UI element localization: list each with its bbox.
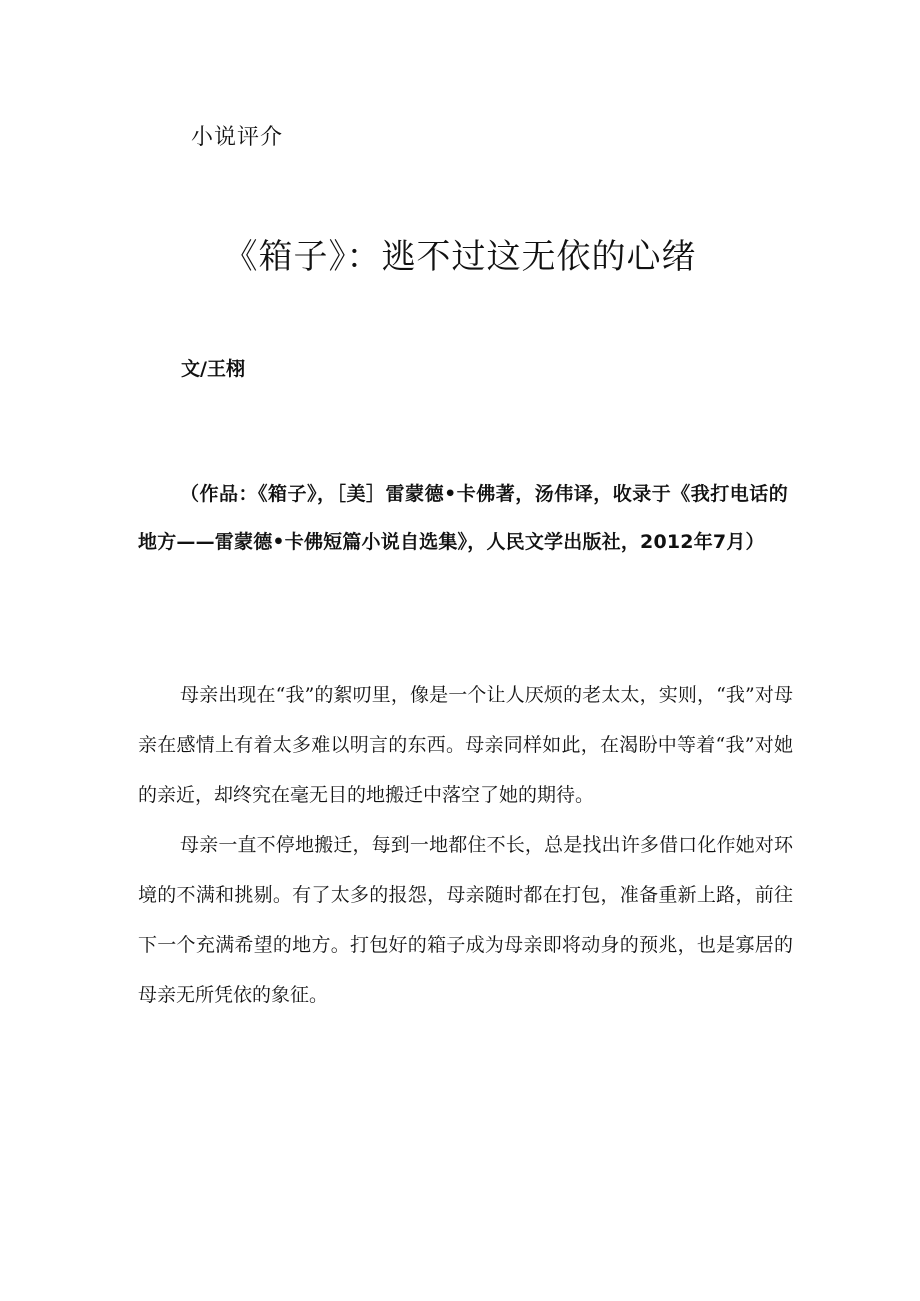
body-paragraph: 母亲出现在“我”的絮叨里，像是一个让人厌烦的老太太，实则，“我”对母亲在感情上有着太多难以明言的东西。母亲同样如此，在渴盼中等着“我”对她的亲近，却终究在毫无目的地搬迁中落空了她的期待。	[138, 684, 793, 806]
author-byline: 文/王栩	[181, 358, 245, 380]
source-citation: （作品：《箱子》，［美］雷蒙德•卡佛著，汤伟译，收录于《我打电话的地方——雷蒙德•卡佛短篇小说自选集》，人民文学出版社，2012年7月）	[138, 483, 788, 553]
section-label: 小说评介	[191, 125, 284, 150]
article-title: 《箱子》：逃不过这无依的心绪	[223, 237, 697, 277]
body-paragraph: 母亲一直不停地搬迁，每到一地都住不长，总是找出许多借口化作她对环境的不满和挑剔。有了太多的报怨，母亲随时都在打包，准备重新上路，前往下一个充满希望的地方。打包好的箱子成为母亲即将动身的预兆，也是寡居的母亲无所凭依的象征。	[138, 834, 793, 1006]
